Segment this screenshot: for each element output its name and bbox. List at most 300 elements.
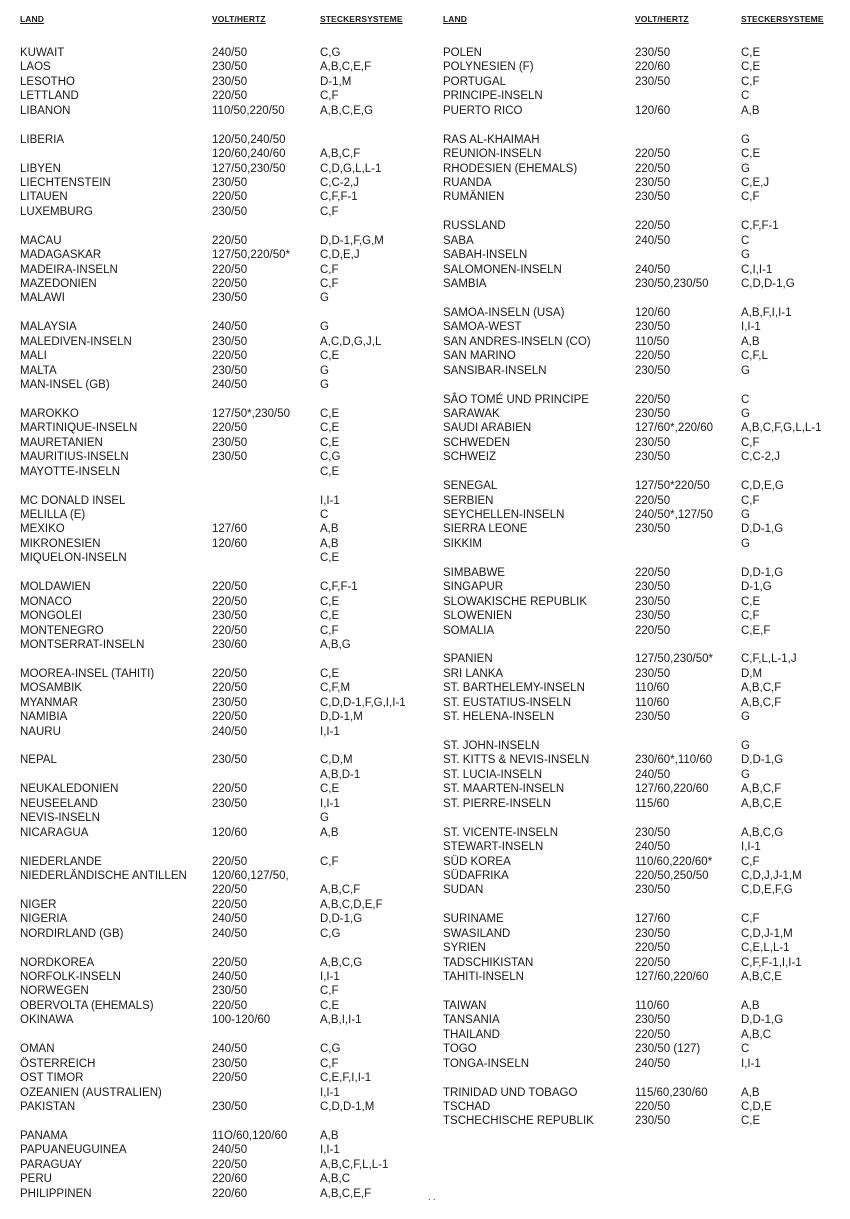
plug-types: I,I-1 <box>320 1086 340 1099</box>
country-name: LIECHTENSTEIN <box>20 176 111 189</box>
country-name: LUXEMBURG <box>20 205 93 218</box>
plug-types: G <box>741 133 750 146</box>
plug-types: C,E <box>741 61 761 74</box>
country-name: SABAH-INSELN <box>443 249 528 262</box>
country-name: SÂO TOMÉ UND PRINCIPE <box>443 393 589 406</box>
voltage-frequency: 230/50 <box>212 61 248 74</box>
country-name: REUNION-INSELN <box>443 148 542 161</box>
plug-types: D-1,M <box>320 75 352 88</box>
country-name: POLYNESIEN (F) <box>443 61 534 74</box>
plug-types: C,E <box>320 610 340 623</box>
voltage-frequency: 220/50 <box>212 350 248 363</box>
voltage-frequency: 230/50 <box>635 523 671 536</box>
plug-types: A,B,I,I-1 <box>320 1014 362 1027</box>
country-name: SLOWAKISCHE REPUBLIK <box>443 595 588 608</box>
plug-types: C,D,J,J-1,M <box>741 869 802 882</box>
country-name: SÜD KOREA <box>443 855 511 868</box>
voltage-frequency: 115/60 <box>635 797 670 810</box>
plug-types: A,B,C,F <box>320 884 361 897</box>
country-name: ST. MAARTEN-INSELN <box>443 783 565 796</box>
plug-types: C,G <box>320 47 341 59</box>
plug-types: C,E <box>320 552 340 565</box>
plug-types: D,D-1,G <box>741 566 784 579</box>
country-name: NICARAGUA <box>20 826 89 839</box>
plug-types: A,B <box>741 335 760 348</box>
country-name: MALAYSIA <box>20 321 77 334</box>
voltage-frequency: 220/50 <box>212 783 248 796</box>
plug-types: C,G <box>320 927 341 940</box>
country-name: NIGER <box>20 898 57 911</box>
plug-types: G <box>320 292 329 305</box>
country-name: SARAWAK <box>443 407 500 420</box>
country-name: MONGOLEI <box>20 610 82 623</box>
plug-types: C <box>320 509 329 521</box>
country-name: SINGAPUR <box>443 581 504 594</box>
country-name: ST. JOHN-INSELN <box>443 740 540 752</box>
country-name: SURINAME <box>443 913 504 926</box>
voltage-frequency: 230/50 <box>212 364 248 377</box>
voltage-frequency: 220/50 <box>635 494 671 507</box>
voltage-frequency: 220/50,250/50 <box>635 869 709 882</box>
plug-types: C,E,F,I,I-1 <box>320 1072 372 1085</box>
country-name: SAMBIA <box>443 278 487 290</box>
country-name: TAHITI-INSELN <box>443 971 524 983</box>
voltage-frequency: 230/50 <box>635 826 671 839</box>
country-name: MALTA <box>20 364 57 377</box>
plug-types: C,F <box>741 913 760 926</box>
voltage-frequency: 220/50 <box>212 90 248 103</box>
country-name: SAMOA-WEST <box>443 321 522 334</box>
voltage-frequency: 230/50 <box>635 667 671 680</box>
country-name: ST. LUCIA-INSELN <box>443 768 543 781</box>
voltage-frequency: 230/50 <box>635 47 671 59</box>
plug-types: C,E <box>741 47 761 59</box>
country-name: LIBYEN <box>20 162 61 175</box>
country-name: SYRIEN <box>443 942 486 955</box>
voltage-frequency: 120/60,240/60 <box>212 148 286 161</box>
plug-types: C <box>741 90 750 103</box>
plug-types: C,D,G,L,L-1 <box>320 162 382 175</box>
voltage-frequency: 230/50 <box>635 364 671 377</box>
voltage-frequency: 127/60*,220/60 <box>635 422 714 435</box>
country-name: SUDAN <box>443 884 484 897</box>
voltage-frequency: 220/50 <box>212 422 248 435</box>
voltage-frequency: 220/50 <box>212 999 248 1012</box>
voltage-frequency: 230/50 <box>635 1014 671 1027</box>
country-name: MALEDIVEN-INSELN <box>20 335 132 348</box>
country-name: MAYOTTE-INSELN <box>20 465 121 478</box>
voltage-frequency: 230/50 <box>212 696 248 709</box>
plug-types: A,B,C <box>320 1173 351 1186</box>
voltage-frequency: 230/50 <box>212 292 248 305</box>
country-name: ST. HELENA-INSELN <box>443 711 555 724</box>
country-name: LETTLAND <box>20 90 79 103</box>
voltage-frequency: 115/60,230/60 <box>635 1086 708 1099</box>
country-name: NIEDERLÄNDISCHE ANTILLEN <box>20 869 187 882</box>
voltage-frequency: 230/50 <box>212 1100 248 1113</box>
voltage-frequency: 230/50 <box>635 191 671 204</box>
plug-types: C,F <box>320 624 339 637</box>
country-name: PERU <box>20 1173 52 1186</box>
country-name: MADAGASKAR <box>20 249 102 262</box>
voltage-frequency: 220/50 <box>212 855 248 868</box>
country-name: THAILAND <box>443 1028 500 1041</box>
plug-types: C,D,E,F,G <box>741 884 793 897</box>
voltage-frequency: 230/50 <box>635 884 671 897</box>
plug-types: C,E,J <box>741 176 770 189</box>
country-name: ST. BARTHELEMY-INSELN <box>443 682 585 695</box>
plug-types: C,F,F-1 <box>320 581 358 594</box>
plug-types: A,B <box>741 104 760 117</box>
voltage-frequency: 240/50 <box>212 379 248 392</box>
plug-types: A,B,C,F,G,L,L-1 <box>741 422 822 435</box>
country-name: MALAWI <box>20 292 65 305</box>
voltage-frequency: 220/50 <box>212 1072 248 1085</box>
plug-types: C,C-2,J <box>320 176 359 189</box>
country-name: SANSIBAR-INSELN <box>443 364 547 377</box>
plug-types: A,B <box>741 999 760 1012</box>
country-name: MOSAMBIK <box>20 682 82 695</box>
voltage-frequency: 220/50 <box>212 191 248 204</box>
voltage-frequency: 230/50 <box>635 407 671 420</box>
plug-types: A,B,C,E,F <box>320 1187 372 1200</box>
voltage-frequency: 120/60 <box>635 104 671 117</box>
plug-types: I,I-1 <box>320 1144 340 1157</box>
plug-types: A,B,C,F <box>320 148 361 161</box>
voltage-frequency: 230/50 <box>635 711 671 724</box>
country-name: ST. EUSTATIUS-INSELN <box>443 696 572 709</box>
country-name: TADSCHIKISTAN <box>443 956 534 969</box>
country-name: ST. KITTS & NEVIS-INSELN <box>443 754 590 767</box>
country-name: RUANDA <box>443 176 492 189</box>
plug-types: C,F <box>741 436 760 449</box>
voltage-frequency: 240/50 <box>212 971 248 983</box>
plug-types: C,F,L,L-1,J <box>741 653 797 666</box>
country-name: LITAUEN <box>20 191 68 204</box>
voltage-frequency: 220/50 <box>635 566 671 579</box>
plug-types: C,D,E,J <box>320 249 360 262</box>
plug-types: A,B <box>320 826 339 839</box>
voltage-frequency: 220/50 <box>635 624 671 637</box>
plug-types: G <box>320 364 329 377</box>
voltage-frequency: 220/50 <box>635 942 671 955</box>
voltage-frequency: 110/60 <box>635 682 670 695</box>
voltage-frequency: 230/50 <box>212 754 248 767</box>
voltage-frequency: 127/60 <box>635 913 671 926</box>
voltage-frequency: 220/50 <box>212 234 248 247</box>
plug-types: C,E <box>320 465 340 478</box>
voltage-frequency: 230/50 <box>212 335 248 348</box>
country-name: SCHWEIZ <box>443 451 497 464</box>
plug-types: C,F <box>320 855 339 868</box>
voltage-frequency: 230/50 <box>635 436 671 449</box>
country-name: MARTINIQUE-INSELN <box>20 422 138 435</box>
plug-types: C,E <box>320 595 340 608</box>
country-name: MAZEDONIEN <box>20 278 97 290</box>
country-name: PHILIPPINEN <box>20 1187 92 1200</box>
plug-types: C,F,F-1,I,I-1 <box>741 956 802 969</box>
country-name: TRINIDAD UND TOBAGO <box>443 1086 578 1099</box>
plug-types: A,B <box>320 523 339 536</box>
plug-types: A,B,C,E,F <box>320 61 372 74</box>
plug-types: D,D-1,F,G,M <box>320 234 384 247</box>
voltage-frequency: 120/60,127/50, <box>212 869 289 882</box>
header-steckersysteme: STECKERSYSTEME <box>320 14 403 24</box>
country-name: TANSANIA <box>443 1014 500 1027</box>
plug-types: C,G <box>320 1043 341 1056</box>
plug-types: C,D,D-1,G <box>741 278 795 290</box>
plug-types: C,F <box>320 1057 339 1070</box>
plug-types: G <box>741 768 750 781</box>
plug-types: G <box>741 537 750 550</box>
plug-types: C,D,E <box>741 1100 772 1113</box>
country-name: MC DONALD INSEL <box>20 494 126 507</box>
voltage-frequency: 127/60,220/60 <box>635 971 709 983</box>
plug-types: G <box>320 812 329 825</box>
country-name: LIBERIA <box>20 133 65 146</box>
plug-types: C,F <box>320 263 339 276</box>
voltage-frequency: 240/50 <box>212 725 248 738</box>
country-name: RAS AL-KHAIMAH <box>443 133 540 146</box>
voltage-frequency: 240/50 <box>212 47 248 59</box>
plug-types: D-1,G <box>741 581 772 594</box>
voltage-frequency: 230/50 <box>635 451 671 464</box>
plug-types: G <box>320 321 329 334</box>
header-volt-hertz: VOLT/HERTZ <box>635 14 689 24</box>
voltage-frequency: 127/50,230/50 <box>212 162 286 175</box>
voltage-frequency: 230/50 <box>635 75 671 88</box>
voltage-frequency: 230/50 <box>635 610 671 623</box>
plug-types: C,E,F <box>741 624 771 637</box>
country-name: SAN MARINO <box>443 350 516 363</box>
country-name: NORDIRLAND (GB) <box>20 927 124 940</box>
plug-types: C,E <box>320 436 340 449</box>
voltage-frequency: 230/50 <box>635 595 671 608</box>
plug-types: I,I-1 <box>741 321 761 334</box>
plug-types: D,D-1,G <box>741 754 784 767</box>
header-land: LAND <box>443 14 468 24</box>
voltage-frequency: 230/50 <box>212 176 248 189</box>
voltage-frequency: 220/50 <box>212 581 248 594</box>
voltage-frequency: 110/50 <box>635 335 670 348</box>
voltage-frequency: 220/50 <box>212 884 248 897</box>
voltage-frequency: 127/50*220/50 <box>635 480 710 493</box>
plug-types: A,B,G <box>320 638 351 651</box>
country-name: MONTENEGRO <box>20 624 104 637</box>
country-name: NEPAL <box>20 754 57 767</box>
voltage-frequency: 220/50 <box>212 624 248 637</box>
plug-types: D,M <box>741 667 763 680</box>
country-name: SRI LANKA <box>443 667 504 680</box>
country-name: NORDKOREA <box>20 956 95 969</box>
voltage-frequency: 220/50 <box>635 1100 671 1113</box>
plug-types: C,F <box>320 205 339 218</box>
country-name: KUWAIT <box>20 47 65 59</box>
voltage-frequency: 220/50 <box>212 595 248 608</box>
country-name: RUMÄNIEN <box>443 191 505 204</box>
plug-types: A,B,C,G <box>741 826 784 839</box>
country-name: MIQUELON-INSELN <box>20 552 127 565</box>
voltage-frequency: 230/60*,110/60 <box>635 754 713 767</box>
plug-types: G <box>741 509 750 521</box>
plug-types: C,D,M <box>320 754 353 767</box>
voltage-frequency: 120/60 <box>212 537 248 550</box>
country-name: RUSSLAND <box>443 220 506 233</box>
country-name: SCHWEDEN <box>443 436 511 449</box>
header-volt-hertz: VOLT/HERTZ <box>212 14 266 24</box>
voltage-frequency: 220/50 <box>212 956 248 969</box>
country-name: SOMALIA <box>443 624 495 637</box>
country-name: PANAMA <box>20 1129 68 1142</box>
voltage-frequency: 240/50 <box>212 321 248 334</box>
plug-types: G <box>741 364 750 377</box>
voltage-frequency: 220/50 <box>212 263 248 276</box>
country-name: MYANMAR <box>20 696 78 709</box>
plug-types: D,D-1,G <box>320 913 363 926</box>
plug-types: C,F <box>741 855 760 868</box>
voltage-frequency: 240/50 <box>635 768 671 781</box>
country-name: PAPUANEUGUINEA <box>20 1144 127 1157</box>
plug-types: A,B,D-1 <box>320 768 361 781</box>
country-name: ST. VICENTE-INSELN <box>443 826 559 839</box>
voltage-frequency: 230/50 <box>212 797 248 810</box>
country-name: LIBANON <box>20 104 71 117</box>
plug-types: C,E,L,L-1 <box>741 942 790 955</box>
voltage-frequency: 240/50 <box>212 927 248 940</box>
voltage-frequency: 230/50 (127) <box>635 1043 701 1056</box>
plug-types: C,F <box>741 75 760 88</box>
plug-types: A,C,D,G,J,L <box>320 335 382 348</box>
plug-types: C,E <box>320 422 340 435</box>
country-name: SWASILAND <box>443 927 511 940</box>
voltage-frequency: 100-120/60 <box>212 1014 271 1027</box>
country-name: NEUSEELAND <box>20 797 98 810</box>
plug-types: G <box>741 711 750 724</box>
country-name: MONACO <box>20 595 72 608</box>
plug-types: C,E <box>741 595 761 608</box>
plug-types: A,B,F,I,I-1 <box>741 306 792 319</box>
header-land: LAND <box>20 14 45 24</box>
country-name: MELILLA (E) <box>20 509 86 521</box>
voltage-frequency: 120/60 <box>635 306 671 319</box>
plug-types: D,D-1,M <box>320 711 363 724</box>
country-name: TOGO <box>443 1043 477 1056</box>
voltage-frequency: 120/50,240/50 <box>212 133 286 146</box>
country-name: MONTSERRAT-INSELN <box>20 638 145 651</box>
country-name: OST TIMOR <box>20 1072 84 1085</box>
header-steckersysteme: STECKERSYSTEME <box>741 14 824 24</box>
voltage-frequency: 220/50 <box>635 220 671 233</box>
country-name: NAURU <box>20 725 61 738</box>
country-name: OZEANIEN (AUSTRALIEN) <box>20 1086 162 1099</box>
country-name: SALOMONEN-INSELN <box>443 263 562 276</box>
country-name: NORFOLK-INSELN <box>20 971 121 983</box>
voltage-frequency: 127/60,220/60 <box>635 783 709 796</box>
country-name: MAN-INSEL (GB) <box>20 379 110 392</box>
plug-types: C,D,E,G <box>741 480 784 493</box>
voltage-frequency: 240/50 <box>212 1043 248 1056</box>
voltage-frequency: 230/60 <box>212 638 248 651</box>
voltage-frequency: 127/50*,230/50 <box>212 407 291 420</box>
country-name: POLEN <box>443 47 482 59</box>
voltage-frequency: 127/50,220/50* <box>212 249 291 262</box>
voltage-frequency: 11O/60,120/60 <box>212 1129 288 1142</box>
country-name: MOOREA-INSEL (TAHITI) <box>20 667 155 680</box>
country-name: SLOWENIEN <box>443 610 513 623</box>
plug-types: G <box>741 249 750 262</box>
voltage-frequency: 240/50 <box>635 263 671 276</box>
voltage-frequency: 220/50 <box>635 350 671 363</box>
voltage-frequency: 220/50 <box>212 1158 248 1171</box>
voltage-frequency: 220/50 <box>635 956 671 969</box>
voltage-frequency: 220/50 <box>212 278 248 290</box>
plug-types: D,D-1,G <box>741 1014 784 1027</box>
country-name: SEYCHELLEN-INSELN <box>443 509 565 521</box>
plug-types: C,F <box>320 90 339 103</box>
plug-types: C <box>741 1043 750 1056</box>
plug-types: G <box>320 379 329 392</box>
plug-types: C <box>741 234 750 247</box>
voltage-frequency: 220/50 <box>212 711 248 724</box>
voltage-frequency: 230/50 <box>635 321 671 334</box>
voltage-frequency: 230/50 <box>635 176 671 189</box>
plug-types: C <box>741 393 750 406</box>
country-name: PUERTO RICO <box>443 104 523 117</box>
plug-types: C,E <box>320 783 340 796</box>
voltage-frequency: 240/50 <box>635 841 671 854</box>
country-name: MOLDAWIEN <box>20 581 91 594</box>
country-name: NORWEGEN <box>20 985 89 998</box>
plug-types: C,F <box>741 191 760 204</box>
voltage-frequency: 230/50,230/50 <box>635 278 709 290</box>
country-name: OKINAWA <box>20 1014 74 1027</box>
plug-types: A,B,C,E <box>741 971 782 983</box>
plug-types: C,F <box>320 278 339 290</box>
country-name: SIKKIM <box>443 537 482 550</box>
country-name: NIGERIA <box>20 913 68 926</box>
country-name: MAURITIUS-INSELN <box>20 451 129 464</box>
plug-types: A,B,C,F <box>741 696 782 709</box>
country-name: SAMOA-INSELN (USA) <box>443 306 565 319</box>
country-name: SIMBABWE <box>443 566 505 579</box>
voltage-frequency: 220/50 <box>212 682 248 695</box>
voltage-frequency: 127/60 <box>212 523 248 536</box>
voltage-frequency: 240/50 <box>212 1144 248 1157</box>
country-name: MAROKKO <box>20 407 79 420</box>
voltage-frequency: 127/50,230/50* <box>635 653 714 666</box>
plug-types: A,B,C,E <box>741 797 782 810</box>
country-name: LESOTHO <box>20 75 75 88</box>
country-name: SÜDAFRIKA <box>443 869 509 882</box>
country-name: RHODESIEN (EHEMALS) <box>443 162 578 175</box>
page-mark: . . <box>428 1192 436 1202</box>
voltage-frequency: 230/50 <box>635 1115 671 1128</box>
country-name: NIEDERLANDE <box>20 855 102 868</box>
plug-types: C,G <box>320 451 341 464</box>
country-name: MAURETANIEN <box>20 436 103 449</box>
plug-types: C,D,D-1,F,G,I,I-1 <box>320 696 406 709</box>
plug-types: A,B,C,D,E,F <box>320 898 383 911</box>
country-name: OMAN <box>20 1043 55 1056</box>
country-name: PRINCIPE-INSELN <box>443 90 543 103</box>
country-name: PARAGUAY <box>20 1158 83 1171</box>
plug-types: C,E <box>741 148 761 161</box>
voltage-frequency: 220/50 <box>212 667 248 680</box>
plug-types: A,B,C,F <box>741 682 782 695</box>
voltage-frequency: 230/50 <box>212 436 248 449</box>
country-name: ST. PIERRE-INSELN <box>443 797 551 810</box>
country-name: SAUDI ARABIEN <box>443 422 532 435</box>
